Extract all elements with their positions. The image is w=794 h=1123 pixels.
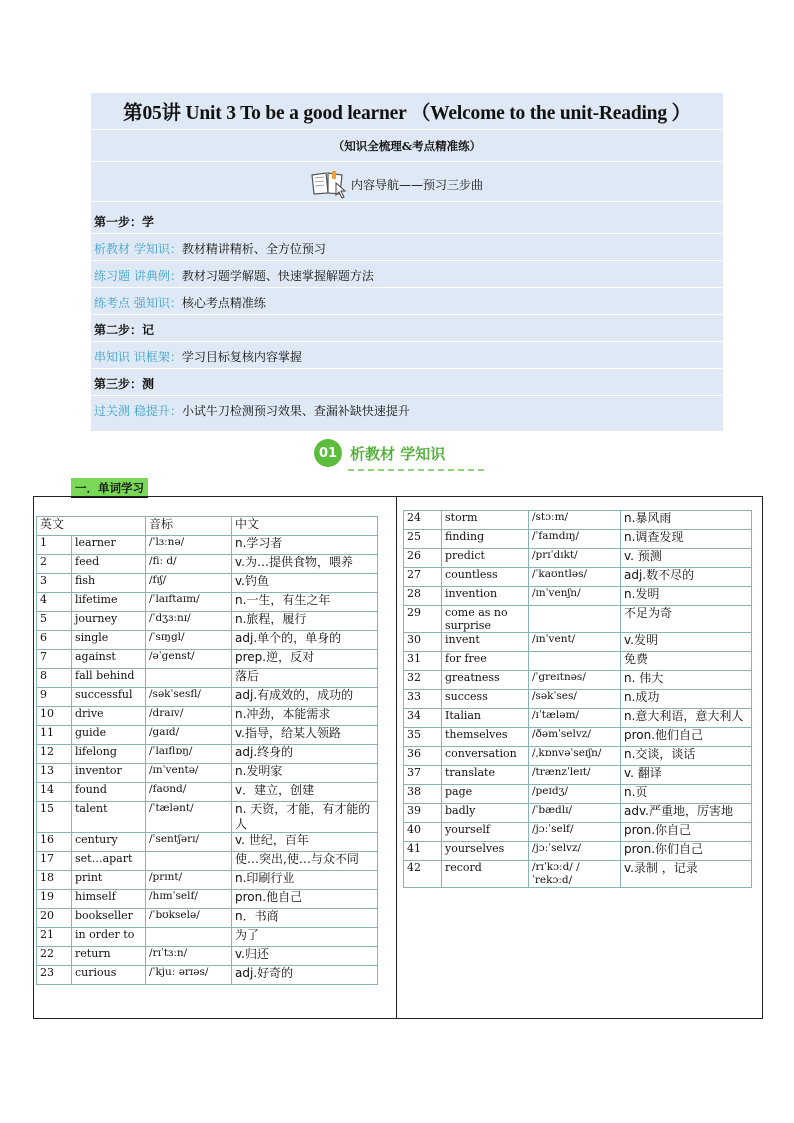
meaning: n. 伟大	[621, 671, 752, 690]
phonetic: /ˈtælənt/	[146, 802, 232, 833]
section-badge	[314, 438, 445, 468]
word: translate	[442, 766, 529, 785]
step-text: 学习目标复核内容掌握	[181, 350, 302, 364]
word: learner	[72, 536, 146, 555]
meaning: n.意大利语，意大利人	[621, 709, 752, 728]
badge-underline	[348, 469, 484, 471]
table-row	[404, 823, 752, 842]
word: himself	[72, 890, 146, 909]
row-number: 42	[404, 861, 442, 888]
step-row	[94, 321, 154, 338]
row-number: 31	[404, 652, 442, 671]
step-heading: 第三步：测	[94, 377, 155, 391]
phonetic: /trænzˈleɪt/	[529, 766, 621, 785]
word: page	[442, 785, 529, 804]
row-number: 40	[404, 823, 442, 842]
divider	[91, 129, 723, 130]
word: curious	[72, 966, 146, 985]
word: finding	[442, 530, 529, 549]
phonetic: /jɔːˈselvz/	[529, 842, 621, 861]
row-number: 7	[37, 650, 72, 669]
phonetic: /ðəmˈselvz/	[529, 728, 621, 747]
table-row	[37, 852, 378, 871]
word: century	[72, 833, 146, 852]
row-number: 29	[404, 606, 442, 633]
page-subtitle: （知识全梳理&考点精准练）	[332, 139, 482, 153]
row-number: 17	[37, 852, 72, 871]
meaning: n.学习者	[232, 536, 378, 555]
meaning: v. 翻译	[621, 766, 752, 785]
meaning: n. 天资，才能，有才能的人	[232, 802, 378, 833]
phonetic	[529, 652, 621, 671]
table-row	[37, 833, 378, 852]
table-row	[404, 530, 752, 549]
word: countless	[442, 568, 529, 587]
step-heading: 第一步：学	[94, 215, 155, 229]
meaning: 为了	[232, 928, 378, 947]
step-row	[94, 213, 154, 230]
row-number: 32	[404, 671, 442, 690]
phonetic: /jɔːˈself/	[529, 823, 621, 842]
meaning: adj.有成效的，成功的	[232, 688, 378, 707]
meaning: n.交谈，谈话	[621, 747, 752, 766]
meaning: v.归还	[232, 947, 378, 966]
divider	[91, 233, 723, 234]
row-number: 37	[404, 766, 442, 785]
phonetic: /ˈlaɪftaɪm/	[146, 593, 232, 612]
phonetic: /ˈfaɪndɪŋ/	[529, 530, 621, 549]
book-pointer-icon	[309, 169, 349, 199]
table-row	[404, 587, 752, 606]
word: predict	[442, 549, 529, 568]
divider	[91, 368, 723, 369]
word: journey	[72, 612, 146, 631]
row-number: 3	[37, 574, 72, 593]
row-number: 13	[37, 764, 72, 783]
word: for free	[442, 652, 529, 671]
phonetic: /ˈbʊkselə/	[146, 909, 232, 928]
step-row	[94, 348, 302, 365]
phonetic: /ˈkaʊntləs/	[529, 568, 621, 587]
word: invention	[442, 587, 529, 606]
phonetic: /faʊnd/	[146, 783, 232, 802]
row-number: 10	[37, 707, 72, 726]
meaning: v．建立，创建	[232, 783, 378, 802]
phonetic: /fiː d/	[146, 555, 232, 574]
vocab-frame-divider	[396, 497, 397, 1018]
word: single	[72, 631, 146, 650]
meaning: v.发明	[621, 633, 752, 652]
meaning: pron.他自己	[232, 890, 378, 909]
phonetic: /prɪnt/	[146, 871, 232, 890]
phonetic: /ˈsentʃərɪ/	[146, 833, 232, 852]
table-row	[404, 671, 752, 690]
table-row	[37, 650, 378, 669]
word: successful	[72, 688, 146, 707]
meaning: v.为…提供食物，喂养	[232, 555, 378, 574]
phonetic: /ˈlaɪflɒŋ/	[146, 745, 232, 764]
row-number: 18	[37, 871, 72, 890]
meaning: adj.单个的，单身的	[232, 631, 378, 650]
table-row	[404, 606, 752, 633]
step-row	[94, 240, 326, 257]
section-heading: 一．单词学习	[71, 478, 148, 498]
row-number: 36	[404, 747, 442, 766]
word: lifelong	[72, 745, 146, 764]
section-number: 01	[314, 439, 342, 467]
phonetic: /ɪnˈvent/	[529, 633, 621, 652]
meaning: 免费	[621, 652, 752, 671]
meaning: pron.你自己	[621, 823, 752, 842]
meaning: n.暴风雨	[621, 511, 752, 530]
phonetic	[146, 669, 232, 688]
row-number: 19	[37, 890, 72, 909]
column-header: 音标	[146, 517, 232, 536]
row-number: 26	[404, 549, 442, 568]
phonetic: /prɪˈdɪkt/	[529, 549, 621, 568]
table-row	[404, 652, 752, 671]
step-row	[94, 267, 374, 284]
row-number: 8	[37, 669, 72, 688]
phonetic	[529, 606, 621, 633]
phonetic: /draɪv/	[146, 707, 232, 726]
meaning: 落后	[232, 669, 378, 688]
table-row	[404, 747, 752, 766]
table-row	[404, 861, 752, 888]
word: talent	[72, 802, 146, 833]
meaning: n.印刷行业	[232, 871, 378, 890]
word: against	[72, 650, 146, 669]
divider	[91, 314, 723, 315]
phonetic: /ˈdʒɜːnɪ/	[146, 612, 232, 631]
row-number: 33	[404, 690, 442, 709]
step-label: 练考点 强知识：	[94, 296, 182, 310]
step-text: 小试牛刀检测预习效果、查漏补缺快速提升	[181, 404, 410, 418]
section-badge-text: 析教材 学知识	[350, 444, 446, 463]
header-panel	[91, 93, 723, 431]
phonetic: /ɪnˈventə/	[146, 764, 232, 783]
meaning: prep.逆，反对	[232, 650, 378, 669]
phonetic: /peɪdʒ/	[529, 785, 621, 804]
word: come as no surprise	[442, 606, 529, 633]
table-row	[37, 707, 378, 726]
word: set…apart	[72, 852, 146, 871]
row-number: 38	[404, 785, 442, 804]
word: found	[72, 783, 146, 802]
row-number: 23	[37, 966, 72, 985]
divider	[91, 260, 723, 261]
word: invent	[442, 633, 529, 652]
table-row	[404, 785, 752, 804]
meaning: 使…突出,使…与众不同	[232, 852, 378, 871]
table-row	[404, 842, 752, 861]
row-number: 39	[404, 804, 442, 823]
table-row	[37, 928, 378, 947]
table-row	[404, 766, 752, 785]
table-row	[37, 890, 378, 909]
word: in order to	[72, 928, 146, 947]
table-row	[37, 764, 378, 783]
meaning: adj.好奇的	[232, 966, 378, 985]
table-row	[404, 709, 752, 728]
word: lifetime	[72, 593, 146, 612]
meaning: adj.终身的	[232, 745, 378, 764]
step-row	[94, 294, 266, 311]
row-number: 24	[404, 511, 442, 530]
row-number: 15	[37, 802, 72, 833]
row-number: 14	[37, 783, 72, 802]
column-header: 中文	[232, 517, 378, 536]
table-row	[404, 511, 752, 530]
row-number: 12	[37, 745, 72, 764]
meaning: v. 预测	[621, 549, 752, 568]
meaning: n.发明	[621, 587, 752, 606]
step-row	[94, 402, 410, 419]
table-row	[37, 536, 378, 555]
step-label: 过关测 稳提升：	[94, 404, 182, 418]
phonetic: /stɔːm/	[529, 511, 621, 530]
word: inventor	[72, 764, 146, 783]
table-row	[37, 726, 378, 745]
table-row	[37, 871, 378, 890]
step-row	[94, 375, 154, 392]
phonetic: /hɪmˈself/	[146, 890, 232, 909]
word: success	[442, 690, 529, 709]
table-row	[37, 669, 378, 688]
meaning: v. 世纪，百年	[232, 833, 378, 852]
meaning: n.冲劲，本能需求	[232, 707, 378, 726]
row-number: 16	[37, 833, 72, 852]
step-text: 教材精讲精析、全方位预习	[181, 242, 326, 256]
meaning: n.旅程，履行	[232, 612, 378, 631]
step-label: 串知识 识框架：	[94, 350, 182, 364]
row-number: 20	[37, 909, 72, 928]
row-number: 1	[37, 536, 72, 555]
column-header: 英文	[37, 517, 146, 536]
phonetic	[146, 852, 232, 871]
row-number: 5	[37, 612, 72, 631]
word: themselves	[442, 728, 529, 747]
phonetic: /ɪˈtæləm/	[529, 709, 621, 728]
table-row	[37, 909, 378, 928]
row-number: 11	[37, 726, 72, 745]
phonetic: /rɪˈtɜːn/	[146, 947, 232, 966]
word: Italian	[442, 709, 529, 728]
word: badly	[442, 804, 529, 823]
phonetic: /səkˈses/	[529, 690, 621, 709]
word: bookseller	[72, 909, 146, 928]
page-title: 第05讲 Unit 3 To be a good learner （Welcome to the unit-Reading ）	[123, 103, 691, 124]
word: guide	[72, 726, 146, 745]
meaning: adj.数不尽的	[621, 568, 752, 587]
table-row	[404, 549, 752, 568]
table-row	[37, 783, 378, 802]
table-row	[37, 688, 378, 707]
table-row	[404, 568, 752, 587]
word: yourselves	[442, 842, 529, 861]
phonetic	[146, 928, 232, 947]
table-row	[37, 947, 378, 966]
table-row	[404, 690, 752, 709]
meaning: pron.你们自己	[621, 842, 752, 861]
table-row	[37, 631, 378, 650]
row-number: 21	[37, 928, 72, 947]
table-header-row	[37, 517, 378, 536]
step-label: 析教材 学知识：	[94, 242, 182, 256]
word: storm	[442, 511, 529, 530]
table-row	[37, 745, 378, 764]
vocab-table-right	[403, 510, 752, 888]
vocab-table-left	[36, 516, 378, 985]
table-row	[404, 728, 752, 747]
row-number: 9	[37, 688, 72, 707]
table-row	[37, 802, 378, 833]
phonetic: /ˈkjuː ərɪəs/	[146, 966, 232, 985]
table-row	[404, 633, 752, 652]
phonetic: /ˈlɜːnə/	[146, 536, 232, 555]
row-number: 41	[404, 842, 442, 861]
meaning: n.一生，有生之年	[232, 593, 378, 612]
phonetic: /səkˈsesfl/	[146, 688, 232, 707]
table-row	[37, 555, 378, 574]
phonetic: /fɪʃ/	[146, 574, 232, 593]
word: yourself	[442, 823, 529, 842]
meaning: 不足为奇	[621, 606, 752, 633]
table-row	[37, 612, 378, 631]
row-number: 35	[404, 728, 442, 747]
row-number: 28	[404, 587, 442, 606]
table-row	[37, 966, 378, 985]
table-row	[37, 593, 378, 612]
row-number: 34	[404, 709, 442, 728]
row-number: 25	[404, 530, 442, 549]
meaning: n.调查发现	[621, 530, 752, 549]
phonetic: /əˈgenst/	[146, 650, 232, 669]
phonetic: /ˌkɒnvəˈseɪʃn/	[529, 747, 621, 766]
meaning: n.页	[621, 785, 752, 804]
meaning: v.指导，给某人领路	[232, 726, 378, 745]
phonetic: /ˈbædlɪ/	[529, 804, 621, 823]
word: conversation	[442, 747, 529, 766]
phonetic: /ˈsɪŋgl/	[146, 631, 232, 650]
content-navigation	[309, 168, 483, 200]
word: return	[72, 947, 146, 966]
meaning: n．书商	[232, 909, 378, 928]
row-number: 27	[404, 568, 442, 587]
meaning: v.录制 ，记录	[621, 861, 752, 888]
phonetic: /rɪˈkɔːd/ /ˈrekɔːd/	[529, 861, 621, 888]
word: drive	[72, 707, 146, 726]
meaning: pron.他们自己	[621, 728, 752, 747]
step-label: 练习题 讲典例：	[94, 269, 182, 283]
meaning: n.成功	[621, 690, 752, 709]
step-text: 核心考点精准练	[181, 296, 266, 310]
row-number: 22	[37, 947, 72, 966]
divider	[91, 287, 723, 288]
table-row	[404, 804, 752, 823]
row-number: 6	[37, 631, 72, 650]
word: greatness	[442, 671, 529, 690]
phonetic: /gaɪd/	[146, 726, 232, 745]
step-text: 教材习题学解题、快速掌握解题方法	[181, 269, 374, 283]
meaning: v.钓鱼	[232, 574, 378, 593]
row-number: 4	[37, 593, 72, 612]
row-number: 2	[37, 555, 72, 574]
divider	[91, 201, 723, 202]
meaning: n.发明家	[232, 764, 378, 783]
divider	[91, 341, 723, 342]
phonetic: /ɪnˈvenʃn/	[529, 587, 621, 606]
word: print	[72, 871, 146, 890]
word: record	[442, 861, 529, 888]
table-row	[37, 574, 378, 593]
divider	[91, 161, 723, 162]
step-heading: 第二步：记	[94, 323, 155, 337]
meaning: adv.严重地，厉害地	[621, 804, 752, 823]
divider	[91, 395, 723, 396]
navigation-label: 内容导航——预习三步曲	[351, 177, 484, 192]
word: feed	[72, 555, 146, 574]
word: fish	[72, 574, 146, 593]
word: fall behind	[72, 669, 146, 688]
row-number: 30	[404, 633, 442, 652]
phonetic: /ˈgreɪtnəs/	[529, 671, 621, 690]
